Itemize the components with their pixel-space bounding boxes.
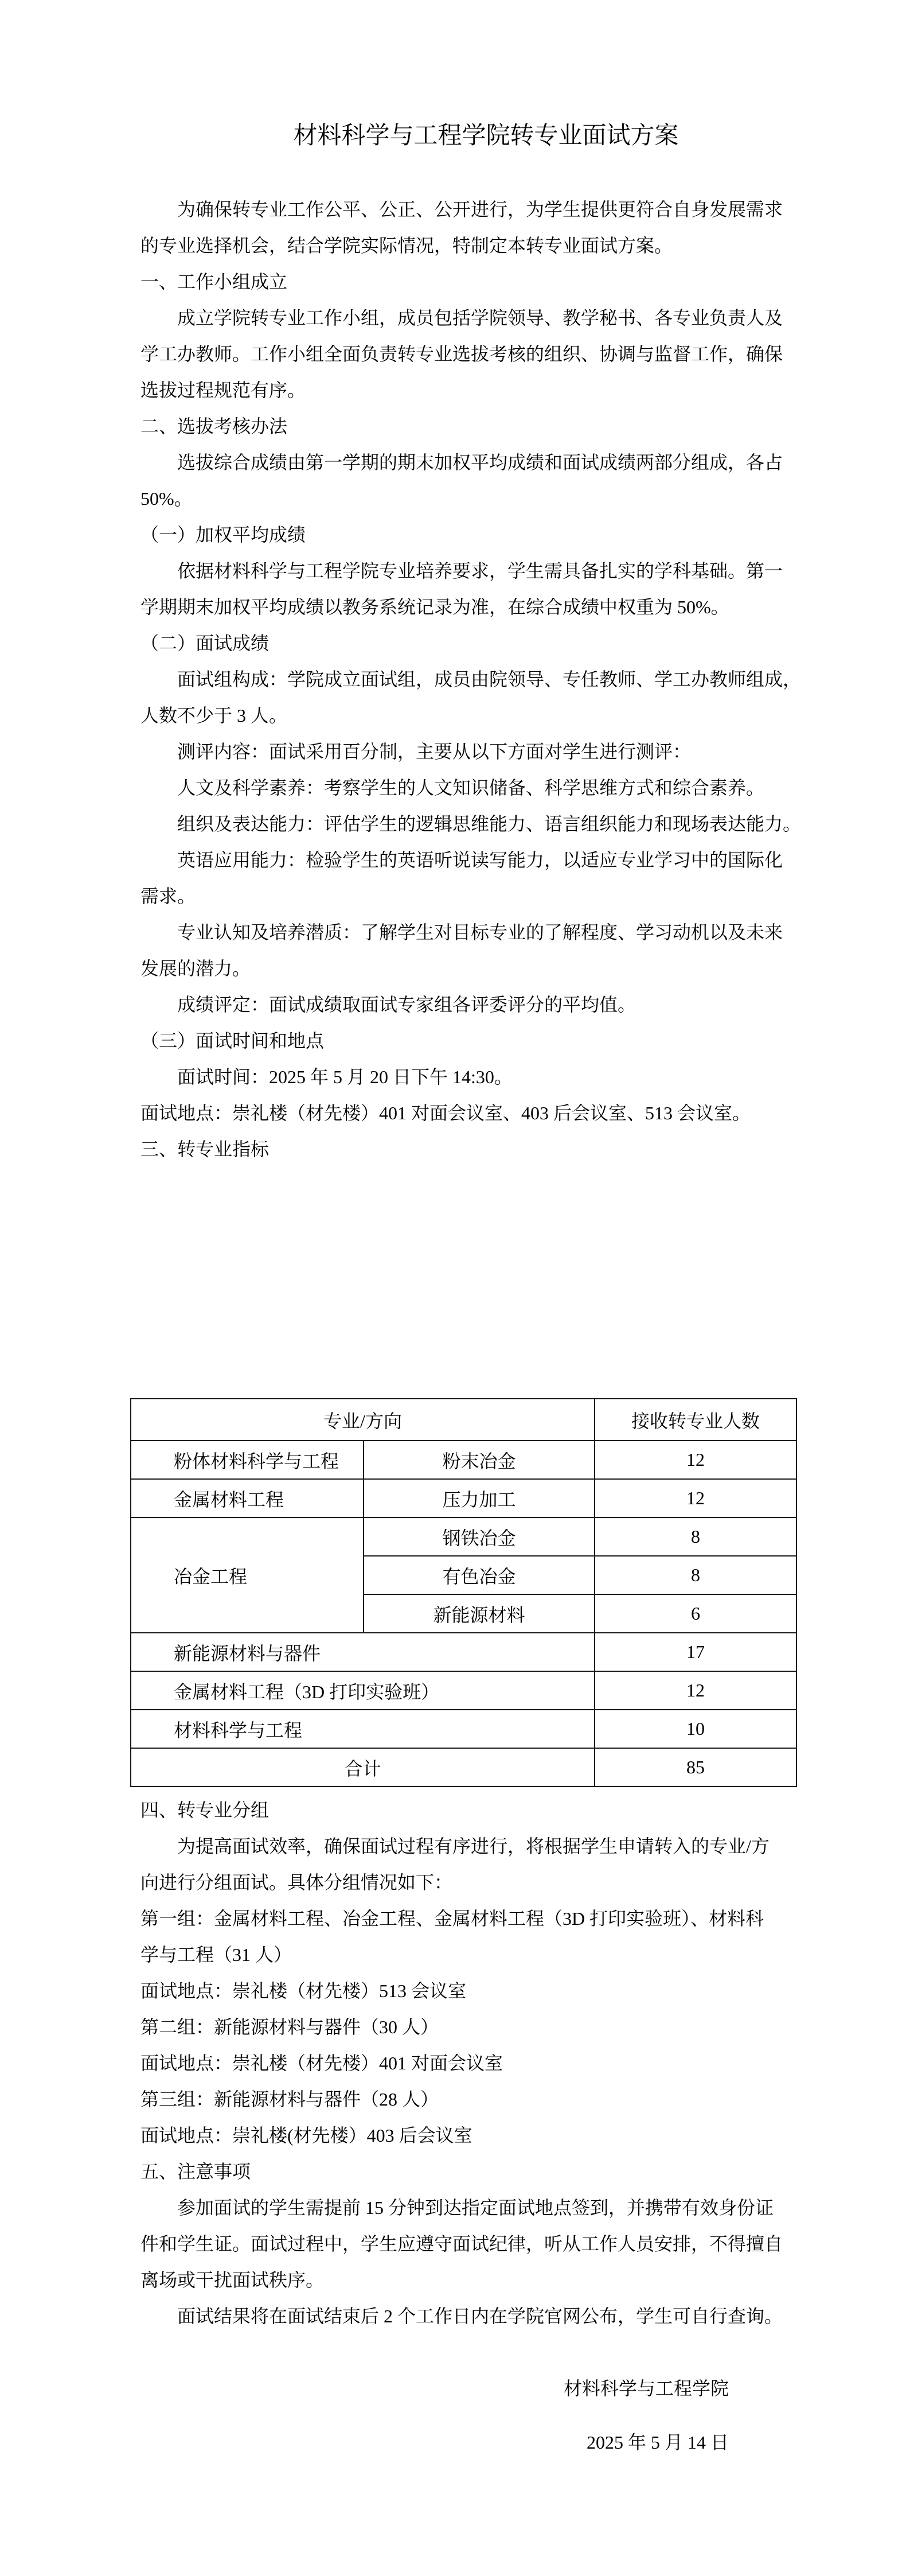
cell-count: 17	[595, 1633, 796, 1671]
text-line: 成绩评定：面试成绩取面试专家组各评委评分的平均值。	[177, 994, 636, 1015]
text-line: 面试组构成：学院成立面试组，成员由院领导、专任教师、学工办教师组成，	[177, 669, 802, 690]
text-line: 学与工程（31 人）	[140, 1944, 292, 1965]
signature-date: 2025 年 5 月 14 日	[586, 2432, 729, 2453]
cell-major: 新能源材料与器件	[131, 1633, 595, 1671]
table-row	[131, 1479, 796, 1517]
cell-major: 冶金工程	[131, 1517, 364, 1633]
text-line: 面试地点：崇礼楼（材先楼）513 会议室	[140, 1980, 467, 2001]
cell-major: 金属材料工程（3D 打印实验班）	[131, 1671, 595, 1710]
cell-direction: 新能源材料	[364, 1594, 595, 1633]
text-line: 为确保转专业工作公平、公正、公开进行，为学生提供更符合自身发展需求	[177, 199, 783, 220]
text-line: 参加面试的学生需提前 15 分钟到达指定面试地点签到，并携带有效身份证	[177, 2197, 774, 2218]
cell-count: 8	[595, 1517, 796, 1556]
cell-total-label: 合计	[131, 1748, 595, 1787]
cell-direction: 粉末冶金	[364, 1441, 595, 1479]
text-line: 选拔综合成绩由第一学期的期末加权平均成绩和面试成绩两部分组成，各占	[177, 452, 783, 473]
table-row	[131, 1710, 796, 1748]
cell-count: 8	[595, 1556, 796, 1594]
cell-total-count: 85	[595, 1748, 796, 1787]
text-line: 人文及科学素养：考察学生的人文知识储备、科学思维方式和综合素养。	[177, 777, 765, 798]
table-row	[131, 1441, 796, 1479]
text-line: 面试结果将在面试结束后 2 个工作日内在学院官网公布，学生可自行查询。	[177, 2306, 783, 2326]
cell-count: 12	[595, 1479, 796, 1517]
text-line: 发展的潜力。	[140, 958, 251, 979]
cell-direction: 有色冶金	[364, 1556, 595, 1594]
table-row	[131, 1671, 796, 1710]
text-line: 一、工作小组成立	[140, 271, 288, 292]
text-line: 第一组：金属材料工程、冶金工程、金属材料工程（3D 打印实验班）、材料科	[140, 1908, 764, 1929]
cell-major: 材料科学与工程	[131, 1710, 595, 1748]
table-row	[131, 1517, 796, 1556]
table-total-row	[131, 1748, 796, 1787]
text-line: （二）面试成绩	[140, 633, 270, 653]
text-line: 第三组：新能源材料与器件（28 人）	[140, 2089, 439, 2110]
text-line: 专业认知及培养潜质：了解学生对目标专业的了解程度、学习动机以及未来	[177, 922, 783, 943]
text-line: 人数不少于 3 人。	[140, 705, 288, 726]
text-line: （三）面试时间和地点	[140, 1030, 325, 1051]
text-line: 面试地点：崇礼楼（材先楼）401 对面会议室	[140, 2053, 503, 2073]
text-line: 测评内容：面试采用百分制，主要从以下方面对学生进行测评：	[177, 741, 692, 762]
text-line: 四、转专业分组	[140, 1800, 270, 1820]
text-line: 二、选拔考核办法	[140, 416, 288, 437]
cell-major: 粉体材料科学与工程	[131, 1441, 364, 1479]
text-line: 五、注意事项	[140, 2161, 251, 2182]
table-header-row	[131, 1399, 796, 1441]
text-line: 需求。	[140, 886, 196, 906]
text-line: 学工办教师。工作小组全面负责转专业选拔考核的组织、协调与监督工作，确保	[140, 344, 783, 364]
cell-count: 12	[595, 1671, 796, 1710]
header-cell-count: 接收转专业人数	[595, 1399, 796, 1441]
signature-org: 材料科学与工程学院	[563, 2378, 729, 2399]
cell-direction: 压力加工	[364, 1479, 595, 1517]
text-line: 第二组：新能源材料与器件（30 人）	[140, 2017, 439, 2037]
text-line: （一）加权平均成绩	[140, 524, 306, 545]
table-row	[131, 1633, 796, 1671]
cell-count: 12	[595, 1441, 796, 1479]
cell-count: 10	[595, 1710, 796, 1748]
header-cell-major: 专业/方向	[131, 1399, 595, 1441]
text-line: 为提高面试效率，确保面试过程有序进行，将根据学生申请转入的专业/方	[177, 1836, 770, 1857]
signature-block	[140, 2361, 729, 2469]
text-line: 学期期末加权平均成绩以教务系统记录为准，在综合成绩中权重为 50%。	[140, 597, 729, 617]
text-line: 英语应用能力：检验学生的英语听说读写能力，以适应专业学习中的国际化	[177, 850, 783, 870]
text-line: 依据材料科学与工程学院专业培养要求，学生需具备扎实的学科基础。第一	[177, 561, 783, 581]
body-after-table	[140, 1792, 829, 2334]
text-line: 向进行分组面试。具体分组情况如下：	[140, 1872, 453, 1893]
cell-direction: 钢铁冶金	[364, 1517, 595, 1556]
text-line: 成立学院转专业工作小组，成员包括学院领导、教学秘书、各专业负责人及	[177, 308, 783, 328]
document-title: 材料科学与工程学院转专业面试方案	[293, 123, 679, 149]
cell-count: 6	[595, 1594, 796, 1633]
cell-major: 金属材料工程	[131, 1479, 364, 1517]
text-line: 50%。	[140, 488, 193, 509]
transfer-quota-table	[130, 1398, 797, 1787]
text-line: 面试时间：2025 年 5 月 20 日下午 14:30。	[177, 1067, 513, 1087]
text-line: 三、转专业指标	[140, 1139, 270, 1159]
text-line: 组织及表达能力：评估学生的逻辑思维能力、语言组织能力和现场表达能力。	[177, 814, 802, 834]
text-line: 的专业选择机会，结合学院实际情况，特制定本转专业面试方案。	[140, 235, 673, 256]
text-line: 件和学生证。面试过程中，学生应遵守面试纪律，听从工作人员安排，不得擅自	[140, 2233, 783, 2254]
text-line: 面试地点：崇礼楼(材先楼）403 后会议室	[140, 2125, 472, 2146]
text-line: 离场或干扰面试秩序。	[140, 2270, 325, 2290]
text-line: 选拔过程规范有序。	[140, 380, 306, 400]
body-before-table	[140, 192, 829, 1168]
text-line: 面试地点：崇礼楼（材先楼）401 对面会议室、403 后会议室、513 会议室。	[140, 1103, 751, 1123]
